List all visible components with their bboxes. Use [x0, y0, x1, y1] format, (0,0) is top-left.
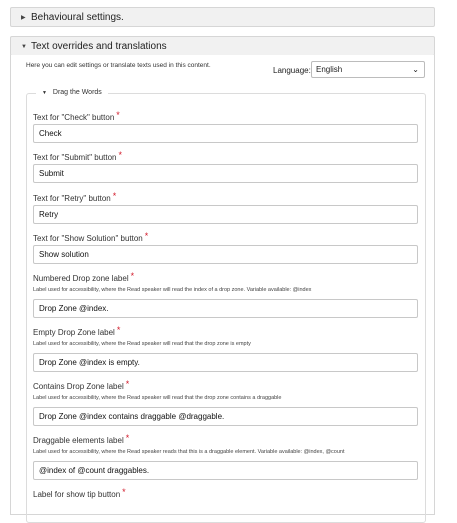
caret-down-icon: ▼: [42, 90, 47, 96]
required-marker: *: [125, 433, 130, 443]
caret-right-icon: ▶: [21, 15, 26, 21]
numbered-drop-zone-label: Numbered Drop zone label *: [33, 271, 135, 283]
chevron-down-icon: ⌄: [412, 65, 419, 74]
show-solution-button-text-input[interactable]: Show solution: [33, 245, 418, 264]
behavioural-settings-label: Behavioural settings.: [31, 12, 124, 23]
intro-text: Here you can edit settings or translate texts used in this content.: [26, 62, 211, 69]
language-select[interactable]: [311, 61, 425, 78]
empty-drop-zone-description: Label used for accessibility, where the Read speaker will read that the drop zone is empty: [33, 341, 251, 347]
text-overrides-label: Text overrides and translations: [31, 41, 167, 52]
draggable-elements-label: Draggable elements label *: [33, 433, 130, 445]
submit-button-text-input[interactable]: Submit: [33, 164, 418, 183]
required-marker: *: [116, 325, 121, 335]
required-marker: *: [144, 231, 149, 241]
numbered-drop-zone-input[interactable]: Drop Zone @index.: [33, 299, 418, 318]
empty-drop-zone-label: Empty Drop Zone label *: [33, 325, 121, 337]
behavioural-settings-header[interactable]: [10, 7, 435, 27]
required-marker: *: [122, 487, 126, 497]
contains-drop-zone-input[interactable]: Drop Zone @index contains draggable @draggable.: [33, 407, 418, 426]
check-button-text-label: Text for "Check" button *: [33, 110, 120, 122]
group-title-label: Drag the Words: [52, 89, 102, 96]
numbered-drop-zone-description: Label used for accessibility, where the Read speaker will read the index of a drop zone. Variable available: @index: [33, 287, 312, 293]
check-button-text-input[interactable]: Check: [33, 124, 418, 143]
required-marker: *: [125, 379, 130, 389]
retry-button-text-label: Text for "Retry" button *: [33, 191, 117, 203]
required-marker: *: [130, 271, 135, 281]
required-marker: *: [112, 191, 117, 201]
caret-down-icon: ▼: [21, 44, 27, 50]
retry-button-text-input[interactable]: Retry: [33, 205, 418, 224]
submit-button-text-label: Text for "Submit" button *: [33, 150, 123, 162]
draggable-elements-input[interactable]: @index of @count draggables.: [33, 461, 418, 480]
group-title[interactable]: [36, 86, 108, 100]
contains-drop-zone-label: Contains Drop Zone label *: [33, 379, 130, 391]
language-selected-value: English: [316, 65, 343, 74]
draggable-elements-description: Label used for accessibility, where the Read speaker reads that this is a draggable element. Variable available: @index, @count: [33, 449, 345, 455]
required-marker: *: [118, 150, 123, 160]
contains-drop-zone-description: Label used for accessibility, where the Read speaker will read that the drop zone contains a draggable: [33, 395, 282, 401]
show-solution-button-text-label: Text for "Show Solution" button *: [33, 231, 149, 243]
empty-drop-zone-input[interactable]: Drop Zone @index is empty.: [33, 353, 418, 372]
required-marker: *: [116, 110, 120, 120]
text-overrides-header[interactable]: [10, 36, 435, 56]
show-tip-button-label: Label for show tip button *: [33, 487, 126, 499]
language-label: Language:: [273, 66, 311, 75]
